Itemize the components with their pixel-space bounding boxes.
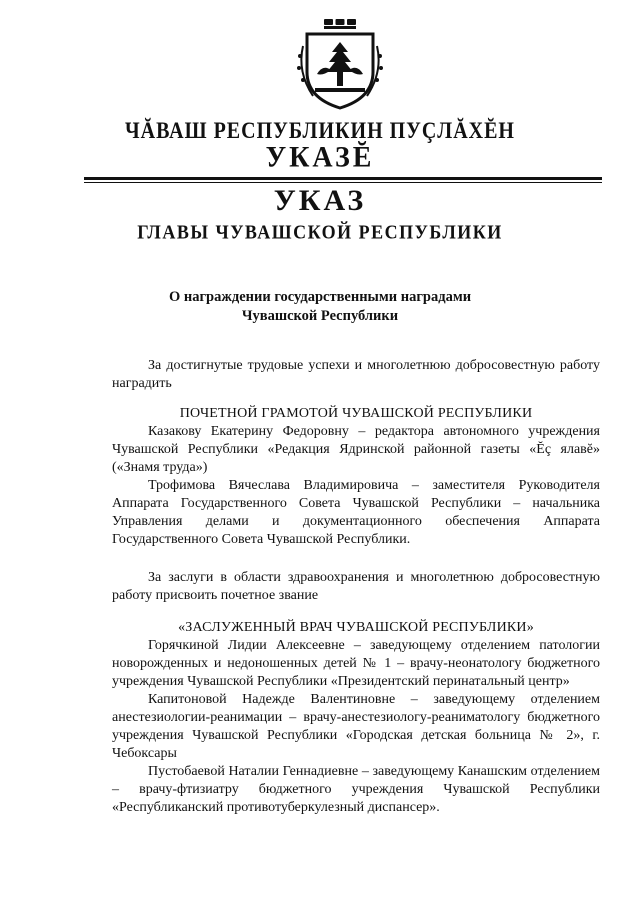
coat-of-arms-emblem <box>293 16 387 112</box>
header-chuvash-decree: УКАЗĔ <box>265 141 375 174</box>
paragraph-gap <box>112 549 600 569</box>
intro-paragraph-2: За заслуги в области здравоохранения и многолетнюю добросовестную работу присвоить почетное звание <box>112 570 600 603</box>
header-decree: УКАЗ <box>273 184 367 217</box>
header-chuvash-title: ЧĂВАШ РЕСПУБЛИКИН ПУÇЛĂХĔН <box>124 118 515 144</box>
awardee-paragraph: Казакову Екатерину Федоровну – редактора автономного учреждения Чувашской Республики «Редакция Ядринской районной газеты «Ĕç ялавĕ» («Знамя труда») <box>112 424 600 475</box>
header-divider <box>84 177 602 180</box>
awardee-paragraph: Капитоновой Надежде Валентиновне – заведующему отделением анестезиологии-реанимации – врачу-анестезиологу-реаниматологу бюджетного учреждения Чувашской Республики «Городская детская больница № 2», г. Чебоксары <box>112 692 600 761</box>
awardee-paragraph: Трофимова Вячеслава Владимировича – заместителя Руководителя Аппарата Государственного Совета Чувашской Республики – начальника Управления делами и документационного обеспечения Аппарата Государственного Совета Чувашской Республики. <box>112 478 600 547</box>
document-title-line1: О награждении государственными наградами <box>168 289 472 305</box>
award-heading-1: ПОЧЕТНОЙ ГРАМОТОЙ ЧУВАШСКОЙ РЕСПУБЛИКИ <box>179 406 533 421</box>
awardee-paragraph: Горячкиной Лидии Алексеевне – заведующему отделением патологии новорожденных и недоношенных детей № 1 – врачу-неонатологу бюджетного учреждения Чувашской Республики «Президентский перинатальный центр» <box>112 638 600 689</box>
header-issuer: ГЛАВЫ ЧУВАШСКОЙ РЕСПУБЛИКИ <box>137 220 503 243</box>
header-divider-thin <box>84 182 602 183</box>
document-title-line2: Чувашской Республики <box>241 308 399 324</box>
document-title <box>0 288 640 326</box>
award-heading-2: «ЗАСЛУЖЕННЫЙ ВРАЧ ЧУВАШСКОЙ РЕСПУБЛИКИ» <box>178 620 534 635</box>
awardee-paragraph: Пустобаевой Наталии Геннадиевне – заведующему Канашским отделением – врачу-фтизиатру бюджетного учреждения Чувашской Республики «Республиканский противотуберкулезный диспансер». <box>112 764 600 815</box>
document-body <box>112 357 600 817</box>
intro-paragraph-1: За достигнутые трудовые успехи и многолетнюю добросовестную работу наградить <box>112 358 600 391</box>
